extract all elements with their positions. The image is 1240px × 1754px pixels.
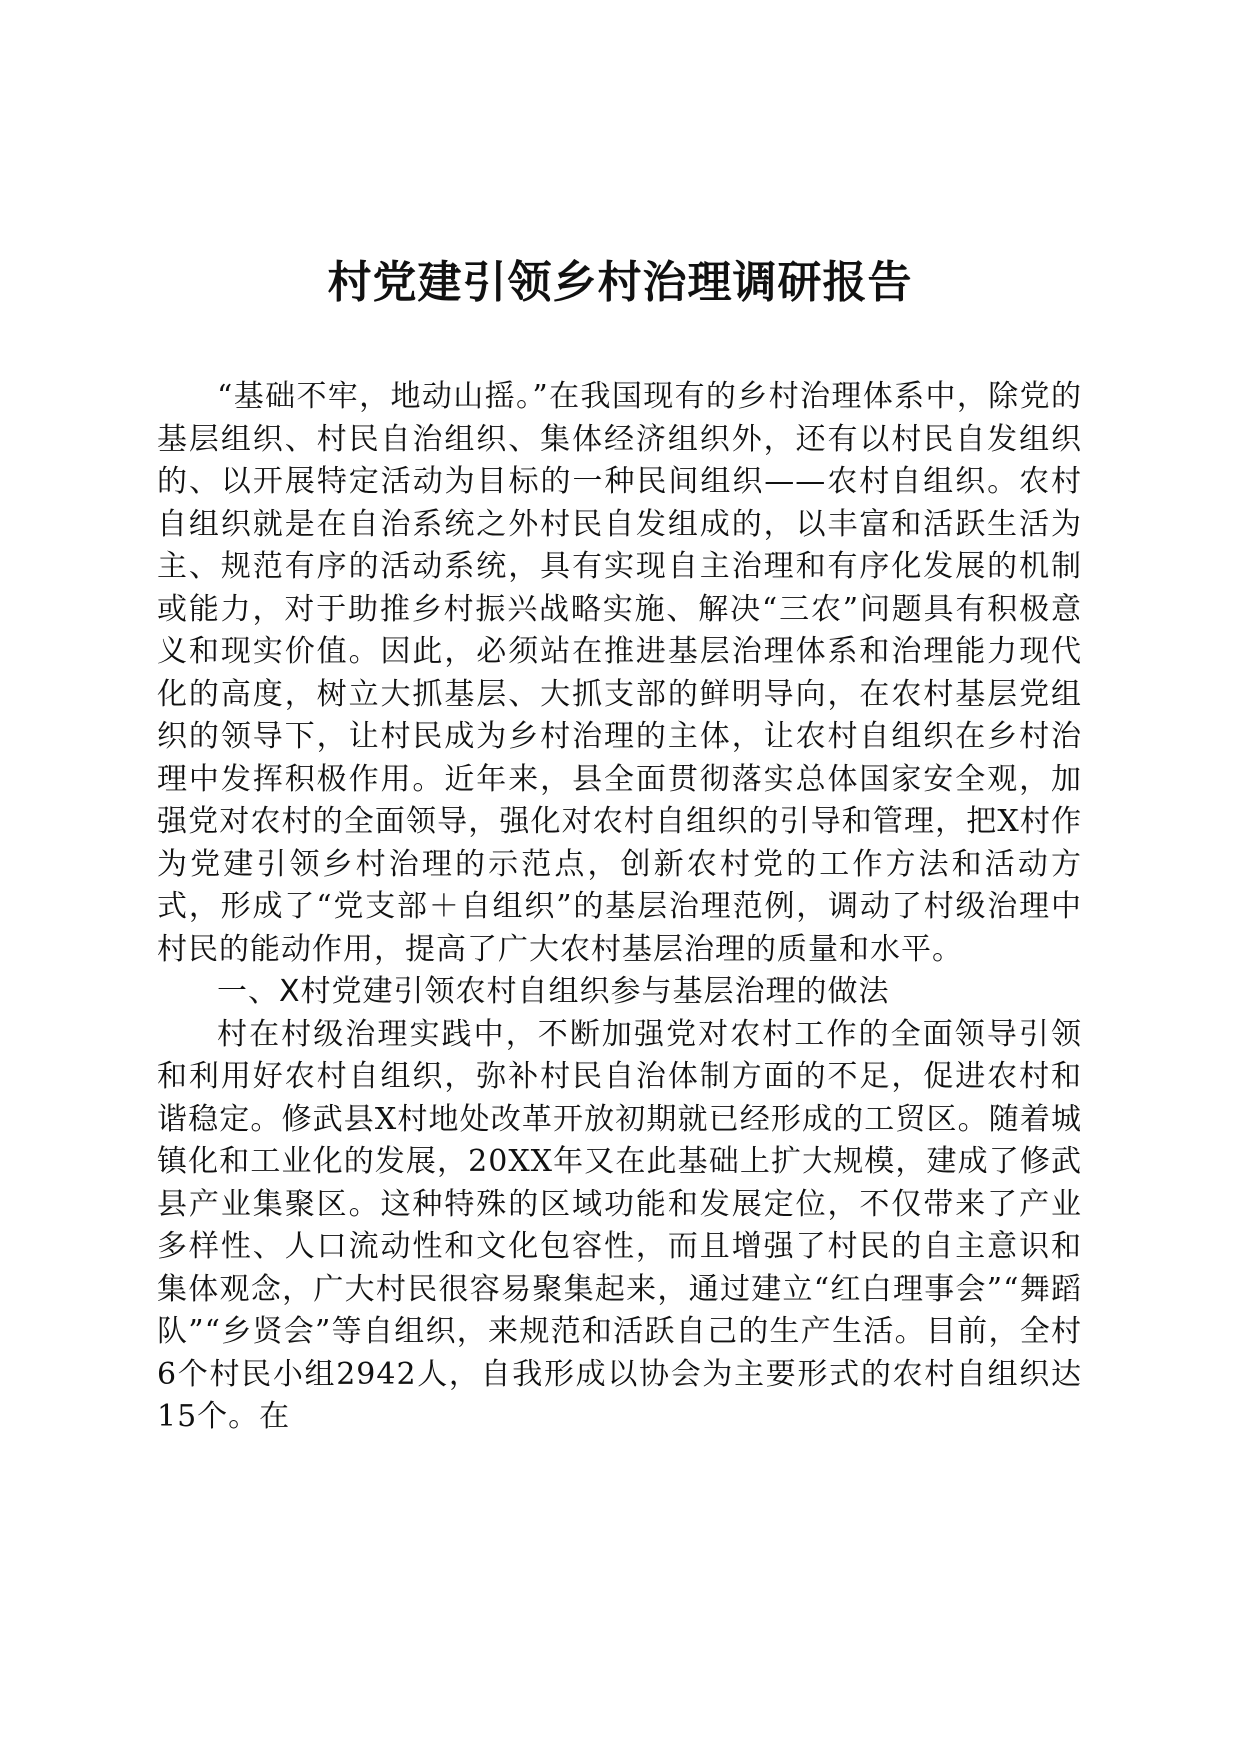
section-heading: 一、X村党建引领农村自组织参与基层治理的做法: [217, 974, 890, 1009]
intro-paragraph: “基础不牢，地动山摇。”在我国现有的乡村治理体系中，除党的基层组织、村民自治组织、集体经济组织外，还有以村民自发组织的、以开展特定活动为目标的一种民间组织——农村自组织。农村自组织就是在自治系统之外村民自发组成的，以丰富和活跃生活为主、规范有序的活动系统，具有实现自主治理和有序化发展的机制或能力，对于助推乡村振兴战略实施、解决“三农”问题具有积极意义和现实价值。因此，必须站在推进基层治理体系和治理能力现代化的高度，树立大抓基层、大抓支部的鲜明导向，在农村基层党组织的领导下，让村民成为乡村治理的主体，让农村自组织在乡村治理中发挥积极作用。近年来，县全面贯彻落实总体国家安全观，加强党对农村的全面领导，强化对农村自组织的引导和管理，把X村作为党建引领乡村治理的示范点，创新农村党的工作方法和活动方式，形成了“党支部＋自组织”的基层治理范例，调动了村级治理中村民的能动作用，提高了广大农村基层治理的质量和水平。: [157, 379, 1082, 967]
section-paragraph: 村在村级治理实践中，不断加强党对农村工作的全面领导引领和利用好农村自组织，弥补村民自治体制方面的不足，促进农村和谐稳定。修武县X村地处改革开放初期就已经形成的工贸区。随着城镇化和工业化的发展，20XX年又在此基础上扩大规模，建成了修武县产业集聚区。这种特殊的区域功能和发展定位，不仅带来了产业多样性、人口流动性和文化包容性，而且增强了村民的自主意识和集体观念，广大村民很容易聚集起来，通过建立“红白理事会”“舞蹈队”“乡贤会”等自组织，来规范和活跃自己的生产生活。目前，全村6个村民小组2942人，自我形成以协会为主要形式的农村自组织达15个。在: [157, 1016, 1082, 1434]
document-body: [157, 376, 1082, 1439]
document-title: 村党建引领乡村治理调研报告: [327, 257, 913, 308]
